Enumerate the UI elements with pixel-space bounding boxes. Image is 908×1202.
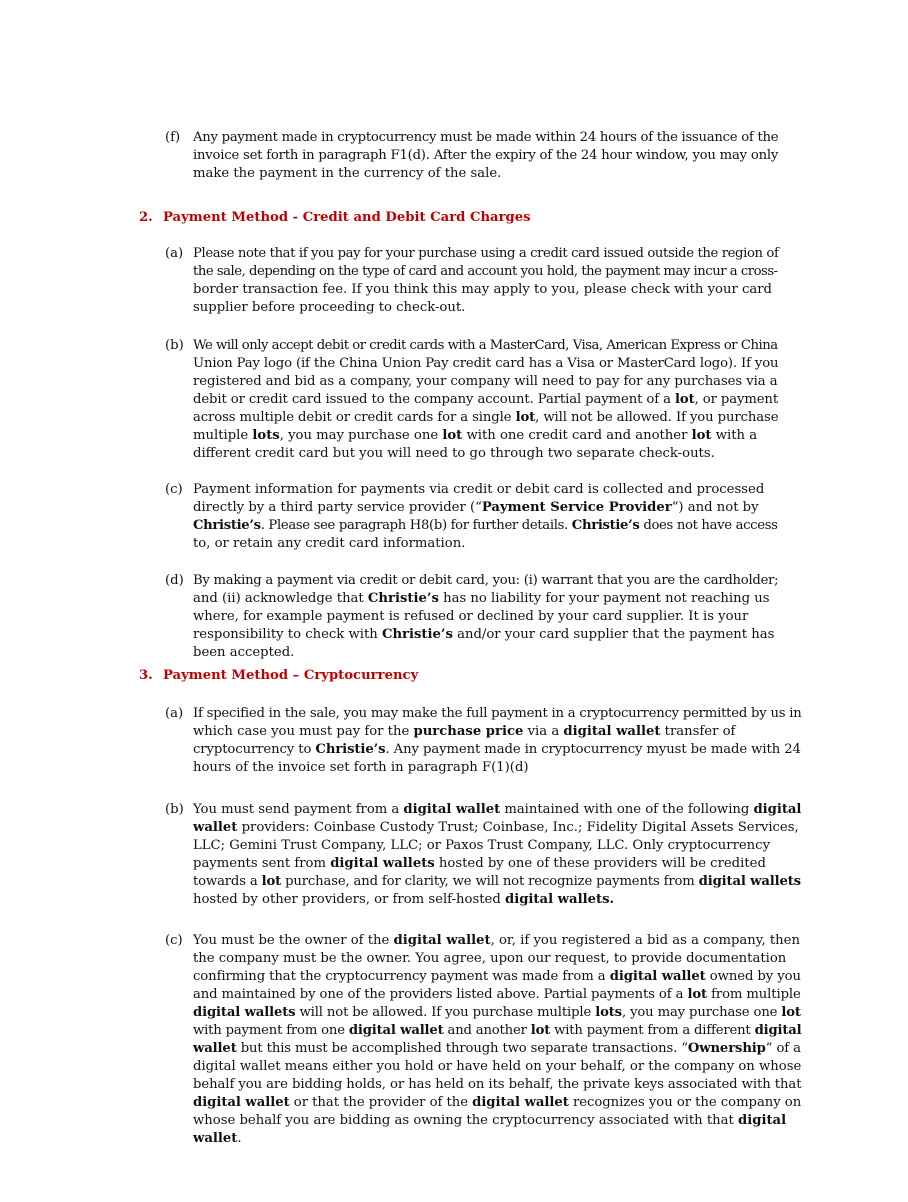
text-line xyxy=(193,644,778,662)
text-run: . Please see paragraph H8(b) for further details. xyxy=(260,518,572,533)
section-heading-3 xyxy=(139,667,418,685)
text-line xyxy=(193,299,778,317)
text-run: cryptocurrency to xyxy=(193,742,316,757)
text-run: been accepted. xyxy=(193,645,295,660)
text-line xyxy=(193,481,778,499)
text-run: You must send payment from a xyxy=(193,802,404,817)
defined-term: digital xyxy=(754,1023,802,1038)
defined-term: digital wallet xyxy=(393,933,491,948)
text-line xyxy=(193,337,778,355)
text-run: . Any payment made in cryptocurrency myust be made with 24 xyxy=(385,742,801,757)
text-line xyxy=(193,129,778,147)
text-line xyxy=(193,1004,801,1022)
defined-term: lot xyxy=(674,392,695,407)
item-label: (f) xyxy=(165,130,181,145)
text-run: and/or your card supplier that the payment has xyxy=(452,627,775,642)
text-line xyxy=(193,1112,801,1130)
text-run: with payment from one xyxy=(193,1023,349,1038)
text-run: and maintained by one of the providers listed above. Partial payments of a xyxy=(193,987,688,1002)
text-run: responsibility to check with xyxy=(193,627,382,642)
text-run: has no liability for your payment not reaching us xyxy=(438,591,770,606)
text-run: behalf you are bidding holds, or has held on its behalf, the private keys associated with that xyxy=(193,1077,802,1092)
defined-term: digital wallets xyxy=(193,1005,296,1020)
text-line xyxy=(193,723,801,741)
text-run: where, for example payment is refused or declined by your card supplier. It is your xyxy=(193,609,749,624)
defined-term: lot xyxy=(530,1023,551,1038)
text-line xyxy=(193,932,801,950)
text-run: border transaction fee. If you think this may apply to you, please check with your card xyxy=(193,282,772,297)
defined-term: lot xyxy=(781,1005,801,1020)
defined-term: digital wallet xyxy=(348,1023,444,1038)
text-run: does not have access xyxy=(639,518,778,533)
defined-term: lot xyxy=(691,428,712,443)
text-line xyxy=(193,427,778,445)
defined-term: digital wallet xyxy=(193,1095,290,1110)
text-run: via a xyxy=(523,724,564,739)
text-run: , or payment xyxy=(694,392,779,407)
text-run: hosted by other providers, or from self-hosted xyxy=(193,892,505,907)
text-run: digital wallet means either you hold or have held on your behalf, or the company on whose xyxy=(193,1059,802,1074)
text-line xyxy=(193,165,778,183)
defined-term: wallet xyxy=(193,1131,238,1146)
text-line xyxy=(193,445,778,463)
text-run: . xyxy=(237,1131,242,1146)
text-run: debit or credit card issued to the company account. Partial payment of a xyxy=(193,392,675,407)
heading-title: Payment Method – Cryptocurrency xyxy=(163,668,419,683)
text-line xyxy=(193,572,778,590)
text-run: You must be the owner of the xyxy=(193,933,394,948)
item-label: (a) xyxy=(165,706,184,721)
defined-term: digital wallet xyxy=(472,1095,569,1110)
text-line xyxy=(193,968,801,986)
text-run: and (ii) acknowledge that xyxy=(193,591,368,606)
item-label: (b) xyxy=(165,802,184,817)
text-run: different credit card but you will need to go through two separate check-outs. xyxy=(193,446,715,461)
text-run: the company must be the owner. You agree, upon our request, to provide documentation xyxy=(193,951,787,966)
defined-term: lots xyxy=(595,1005,622,1020)
defined-term: Payment Service Provider xyxy=(481,500,672,515)
section-heading-2 xyxy=(139,209,531,227)
text-run: Please note that if you pay for your purchase using a credit card issued outside the region of xyxy=(193,246,779,261)
text-run: with payment from a different xyxy=(550,1023,755,1038)
text-run: By making a payment via credit or debit card, you: (i) warrant that you are the cardholder; xyxy=(193,573,779,588)
item-text xyxy=(193,932,801,1148)
text-run: multiple xyxy=(193,428,253,443)
text-run: ”) and not by xyxy=(671,500,759,515)
text-line xyxy=(193,626,778,644)
defined-term: digital wallet xyxy=(609,969,706,984)
text-run: , you may purchase one xyxy=(279,428,443,443)
defined-term: wallet xyxy=(193,1041,237,1056)
text-run: purchase, and for clarity, we will not recognize payments from xyxy=(281,874,699,889)
defined-term: lot xyxy=(261,874,282,889)
text-line xyxy=(193,391,778,409)
text-run: hosted by one of these providers will be credited xyxy=(434,856,766,871)
text-run: registered and bid as a company, your company will need to pay for any purchases via a xyxy=(193,374,778,389)
text-run: make the payment in the currency of the sale. xyxy=(193,166,502,181)
text-line xyxy=(193,705,801,723)
text-run: invoice set forth in paragraph F1(d). After the expiry of the 24 hour window, you may only xyxy=(193,148,779,163)
item-text xyxy=(193,337,778,463)
text-line xyxy=(193,355,778,373)
text-run: , will not be allowed. If you purchase xyxy=(535,410,779,425)
item-label: (b) xyxy=(165,338,184,353)
text-line xyxy=(193,759,801,777)
text-run: and another xyxy=(443,1023,531,1038)
text-run: ” of a xyxy=(765,1041,801,1056)
text-run: owned by you xyxy=(705,969,801,984)
text-line xyxy=(193,263,778,281)
defined-term: lot xyxy=(515,410,536,425)
text-line xyxy=(193,281,778,299)
item-text xyxy=(193,801,801,909)
text-line xyxy=(193,1040,801,1058)
text-run: from multiple xyxy=(707,987,801,1002)
text-run: across multiple debit or credit cards for a single xyxy=(193,410,516,425)
defined-term: digital wallet xyxy=(403,802,501,817)
text-line xyxy=(193,499,778,517)
text-run: recognizes you or the company on xyxy=(568,1095,802,1110)
text-run: will not be allowed. If you purchase multiple xyxy=(295,1005,596,1020)
text-run: We will only accept debit or credit cards with a MasterCard, Visa, American Express or China xyxy=(193,338,778,353)
text-run: to, or retain any credit card information. xyxy=(193,536,466,551)
text-run: the sale, depending on the type of card and account you hold, the payment may incur a cross- xyxy=(193,264,778,279)
text-run: directly by a third party service provider (“ xyxy=(193,500,482,515)
text-run: confirming that the cryptocurrency payment was made from a xyxy=(193,969,610,984)
text-line xyxy=(193,590,778,608)
text-line xyxy=(193,535,778,553)
text-run: which case you must pay for the xyxy=(193,724,414,739)
text-line xyxy=(193,1058,801,1076)
text-line xyxy=(193,373,778,391)
text-line xyxy=(193,147,778,165)
text-run: supplier before proceeding to check-out. xyxy=(193,300,466,315)
defined-term: Christie’s xyxy=(571,518,640,533)
text-line xyxy=(193,608,778,626)
text-line xyxy=(193,873,801,891)
text-line xyxy=(193,801,801,819)
item-text xyxy=(193,129,778,183)
item-text xyxy=(193,572,778,662)
text-run: payments sent from xyxy=(193,856,331,871)
defined-term: digital wallets xyxy=(698,874,801,889)
text-run: with one credit card and another xyxy=(462,428,692,443)
defined-term: digital wallet xyxy=(563,724,661,739)
text-line xyxy=(193,855,801,873)
defined-term: lots xyxy=(252,428,280,443)
defined-term: lot xyxy=(442,428,463,443)
defined-term: wallet xyxy=(193,820,238,835)
text-line xyxy=(193,1022,801,1040)
text-run: , or, if you registered a bid as a company, then xyxy=(490,933,800,948)
defined-term: Christie’s xyxy=(381,627,453,642)
item-text xyxy=(193,481,778,553)
defined-term: digital xyxy=(753,802,802,817)
item-label: (c) xyxy=(165,933,183,948)
text-run: but this must be accomplished through two separate transactions. “ xyxy=(236,1041,688,1056)
text-run: Union Pay logo (if the China Union Pay credit card has a Visa or MasterCard logo). If you xyxy=(193,356,779,371)
text-run: or that the provider of the xyxy=(289,1095,473,1110)
text-line xyxy=(193,950,801,968)
defined-term: digital wallets xyxy=(330,856,435,871)
text-line xyxy=(193,1094,801,1112)
text-line xyxy=(193,837,801,855)
text-line xyxy=(193,245,778,263)
text-run: , you may purchase one xyxy=(621,1005,782,1020)
text-line xyxy=(193,891,801,909)
text-run: whose behalf you are bidding as owning the cryptocurrency associated with that xyxy=(193,1113,738,1128)
heading-title: Payment Method - Credit and Debit Card Charges xyxy=(163,210,531,225)
text-line xyxy=(193,1130,801,1148)
text-run: towards a xyxy=(193,874,262,889)
defined-term: Christie’s xyxy=(315,742,386,757)
text-run: maintained with one of the following xyxy=(500,802,754,817)
item-text xyxy=(193,705,801,777)
text-run: hours of the invoice set forth in paragraph F(1)(d) xyxy=(193,760,529,775)
text-run: Any payment made in cryptocurrency must be made within 24 hours of the issuance of the xyxy=(193,130,779,145)
text-line xyxy=(193,741,801,759)
text-run: with a xyxy=(711,428,758,443)
heading-number: 3. xyxy=(139,668,153,683)
defined-term: Ownership xyxy=(687,1041,766,1056)
text-run: providers: Coinbase Custody Trust; Coinbase, Inc.; Fidelity Digital Assets Services, xyxy=(237,820,799,835)
defined-term: Christie’s xyxy=(367,591,439,606)
text-line xyxy=(193,986,801,1004)
defined-term: Christie’s xyxy=(193,518,261,533)
text-run: If specified in the sale, you may make the full payment in a cryptocurrency permitted by us in xyxy=(193,706,802,721)
defined-term: lot xyxy=(687,987,708,1002)
text-run: transfer of xyxy=(660,724,736,739)
text-run: LLC; Gemini Trust Company, LLC; or Paxos Trust Company, LLC. Only cryptocurrency xyxy=(193,838,771,853)
defined-term: purchase price xyxy=(413,724,524,739)
item-label: (a) xyxy=(165,246,184,261)
heading-number: 2. xyxy=(139,210,153,225)
item-label: (c) xyxy=(165,482,183,497)
text-line xyxy=(193,517,778,535)
item-text xyxy=(193,245,778,317)
text-run: Payment information for payments via credit or debit card is collected and processed xyxy=(193,482,765,497)
item-label: (d) xyxy=(165,573,184,588)
defined-term: digital xyxy=(738,1113,787,1128)
text-line xyxy=(193,1076,801,1094)
defined-term: digital wallets. xyxy=(504,892,615,907)
text-line xyxy=(193,819,801,837)
text-line xyxy=(193,409,778,427)
